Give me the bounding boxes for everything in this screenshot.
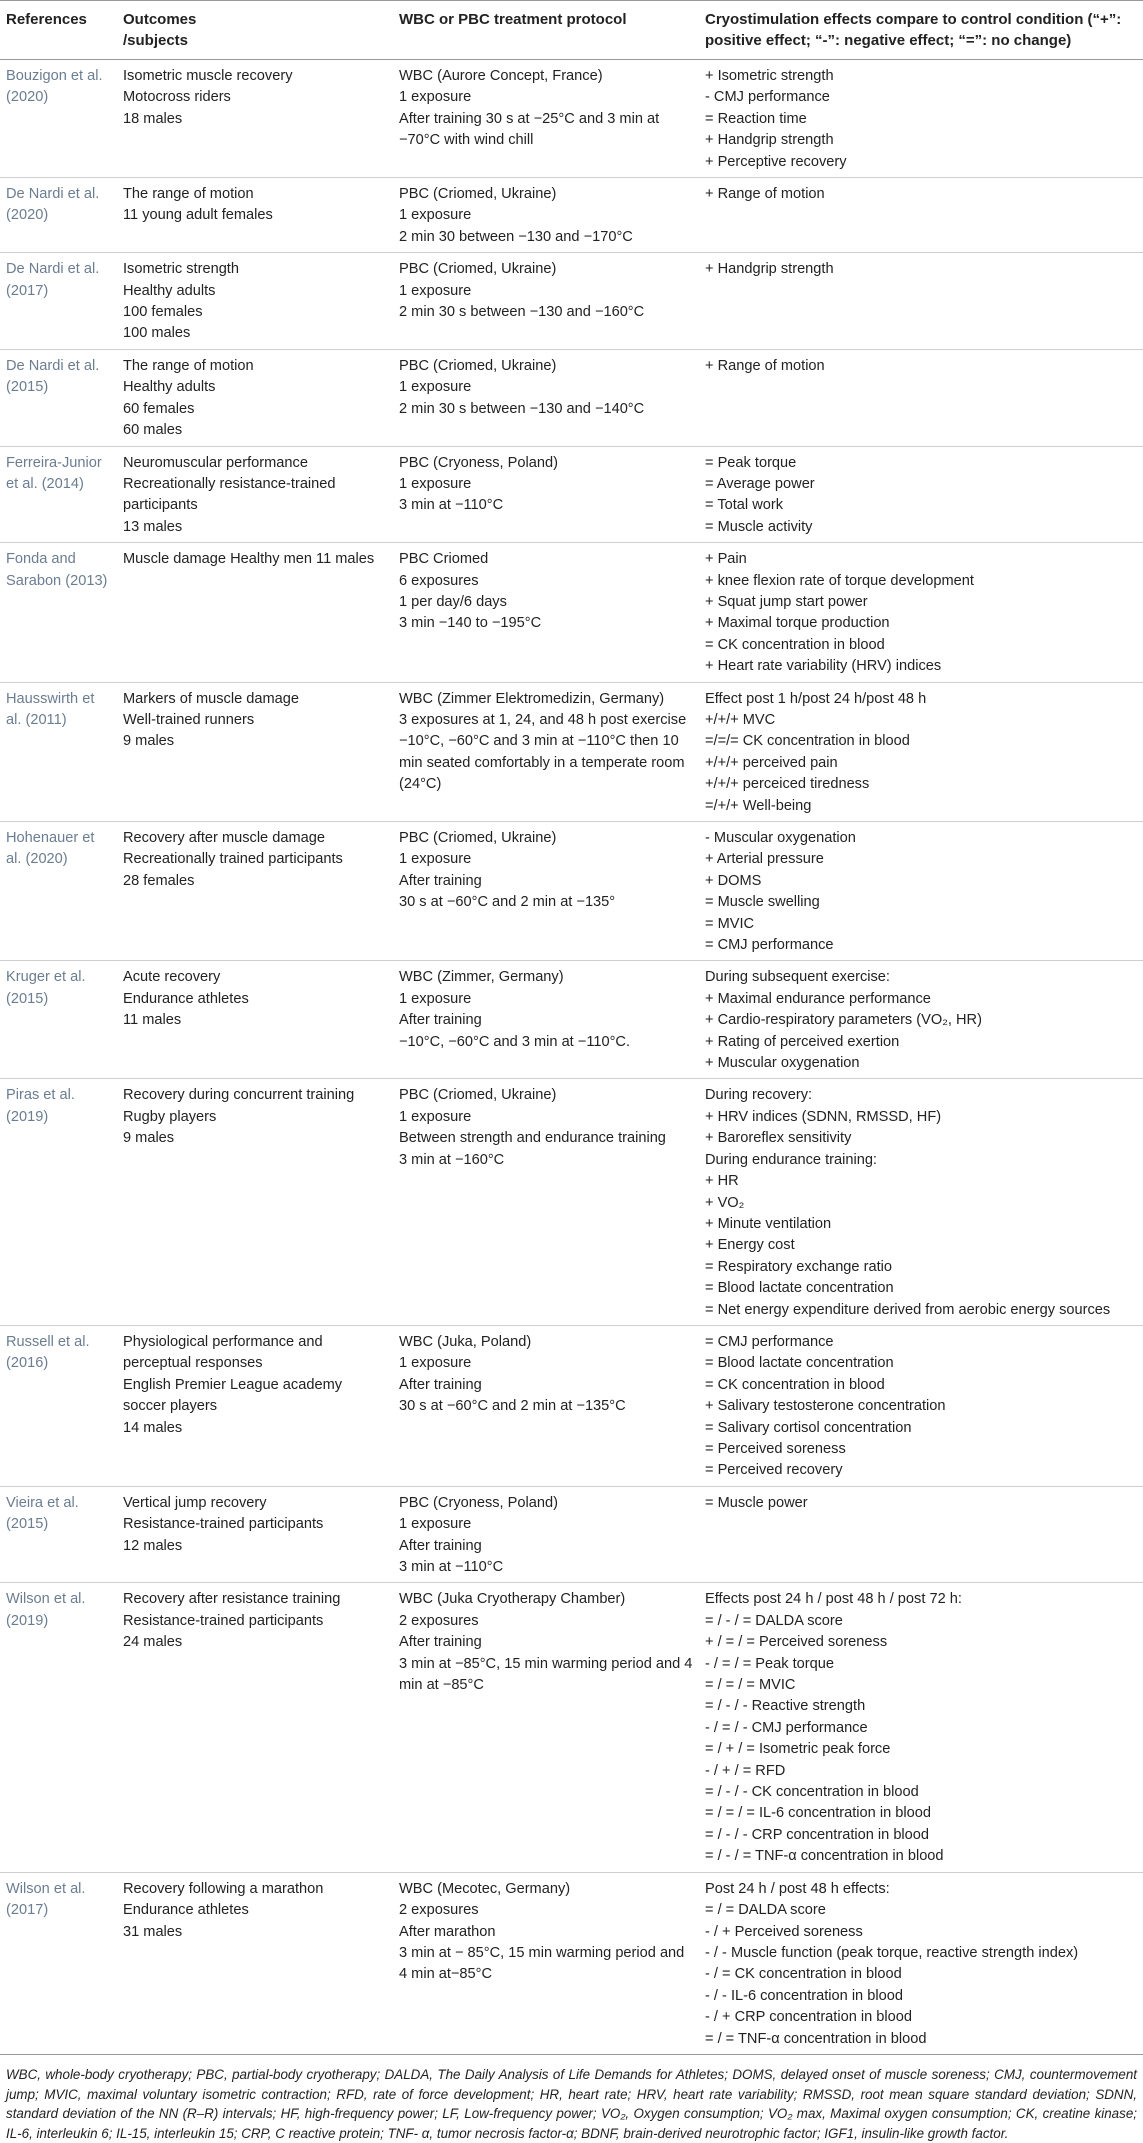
protocol-line: PBC (Criomed, Ukraine)	[399, 1087, 557, 1104]
outcome-line: 9 males	[123, 733, 175, 750]
effect-line: = Peak torque	[705, 454, 797, 471]
effect-line: = / - / = TNF-α concentration in blood	[705, 1848, 944, 1865]
effect-line: - / - IL-6 concentration in blood	[705, 1987, 903, 2004]
effect-line: - / - Muscle function (peak torque, reactive strength index)	[705, 1944, 1079, 1961]
reference-cell: Piras et al. (2019)	[0, 1079, 117, 1325]
protocol-line: WBC (Zimmer, Germany)	[399, 969, 564, 986]
effect-line: Effect post 1 h/post 24 h/post 48 h	[705, 690, 927, 707]
effect-line: = Perceived soreness	[705, 1440, 846, 1457]
protocol-cell	[393, 1583, 699, 1872]
outcome-line: Well-trained runners	[123, 711, 255, 728]
effect-line: = Blood lactate concentration	[705, 1280, 894, 1297]
outcomes-cell	[117, 349, 393, 446]
protocol-cell	[393, 178, 699, 253]
effect-line: + Cardio-respiratory parameters (VO₂, HR)	[705, 1012, 982, 1029]
effects-cell	[699, 1583, 1143, 1872]
effects-cell	[699, 178, 1143, 253]
effects-cell	[699, 1079, 1143, 1325]
protocol-line: 3 min at −110°C	[399, 497, 504, 514]
outcomes-cell	[117, 253, 393, 350]
protocol-line: 3 exposures at 1, 24, and 48 h post exercise	[399, 711, 687, 728]
outcome-line: Isometric strength	[123, 261, 239, 278]
outcome-line: Physiological performance and perceptual responses	[123, 1333, 323, 1372]
effect-line: + Heart rate variability (HRV) indices	[705, 658, 942, 675]
protocol-line: 3 min at −110°C	[399, 1559, 504, 1575]
outcome-line: 100 males	[123, 325, 191, 342]
effect-line: During endurance training:	[705, 1151, 877, 1168]
protocol-line: PBC Criomed	[399, 551, 489, 568]
protocol-line: 6 exposures	[399, 572, 479, 589]
protocol-line: −10°C, −60°C and 3 min at −110°C.	[399, 1033, 631, 1050]
protocol-cell	[393, 543, 699, 682]
effect-line: = / - / = DALDA score	[705, 1612, 843, 1629]
effects-cell	[699, 961, 1143, 1079]
table-row	[0, 682, 1143, 821]
outcomes-cell	[117, 822, 393, 961]
protocol-line: 1 exposure	[399, 1355, 472, 1372]
effect-line: = MVIC	[705, 915, 755, 932]
protocol-cell	[393, 1872, 699, 2054]
effect-line: = / = DALDA score	[705, 1902, 826, 1919]
protocol-line: 1 exposure	[399, 475, 472, 492]
outcome-line: 24 males	[123, 1634, 183, 1651]
protocol-line: 2 min 30 s between −130 and −140°C	[399, 400, 645, 417]
effect-line: = Muscle power	[705, 1494, 808, 1511]
protocol-line: PBC (Criomed, Ukraine)	[399, 357, 557, 374]
protocol-line: PBC (Cryoness, Poland)	[399, 454, 558, 471]
effect-line: = / - / - CRP concentration in blood	[705, 1826, 930, 1843]
effect-line: + Energy cost	[705, 1237, 795, 1254]
outcome-line: Endurance athletes	[123, 990, 249, 1007]
outcome-line: 60 females	[123, 400, 195, 417]
outcome-line: Resistance-trained participants	[123, 1612, 324, 1629]
outcome-line: Recreationally trained participants	[123, 851, 343, 868]
effect-line: - / + / = RFD	[705, 1762, 786, 1779]
outcome-line: Recovery following a marathon	[123, 1880, 324, 1897]
protocol-line: (24°C)	[399, 776, 442, 793]
header-row	[0, 1, 1143, 60]
protocol-line: After training	[399, 1376, 482, 1393]
protocol-line: PBC (Criomed, Ukraine)	[399, 261, 557, 278]
outcomes-cell	[117, 1079, 393, 1325]
effects-cell	[699, 1872, 1143, 2054]
effect-line: Effects post 24 h / post 48 h / post 72 h:	[705, 1591, 962, 1608]
outcome-line: Recovery during concurrent training	[123, 1087, 355, 1104]
effect-line: + Maximal endurance performance	[705, 990, 931, 1007]
effect-line: + Handgrip strength	[705, 132, 834, 149]
protocol-line: WBC (Aurore Concept, France)	[399, 68, 603, 84]
table-body	[0, 60, 1143, 2055]
table-header	[0, 1, 1143, 60]
effect-line: + HRV indices (SDNN, RMSSD, HF)	[705, 1108, 942, 1125]
outcome-line: Recreationally resistance-trained participants	[123, 475, 336, 514]
effects-cell	[699, 349, 1143, 446]
effect-line: + Range of motion	[705, 357, 825, 374]
protocol-cell	[393, 60, 699, 178]
outcome-line: 60 males	[123, 422, 183, 439]
outcome-line: 100 females	[123, 304, 203, 321]
table-row	[0, 1486, 1143, 1583]
table-row	[0, 1583, 1143, 1872]
effect-line: = CK concentration in blood	[705, 1376, 885, 1393]
protocol-line: 1 exposure	[399, 990, 472, 1007]
protocol-line: 3 min at −85°C, 15 min warming period and 4 min at −85°C	[399, 1655, 693, 1694]
effect-line: During subsequent exercise:	[705, 969, 890, 986]
effect-line: + Salivary testosterone concentration	[705, 1398, 946, 1415]
reference-cell: Vieira et al. (2015)	[0, 1486, 117, 1583]
effects-cell	[699, 1486, 1143, 1583]
outcomes-cell	[117, 60, 393, 178]
effect-line: During recovery:	[705, 1087, 813, 1104]
effect-line: + Minute ventilation	[705, 1215, 832, 1232]
protocol-line: Between strength and endurance training	[399, 1130, 666, 1147]
reference-cell: Bouzigon et al. (2020)	[0, 60, 117, 178]
effect-line: = Muscle activity	[705, 518, 813, 535]
outcome-line: Rugby players	[123, 1108, 217, 1125]
reference-cell: Wilson et al. (2017)	[0, 1872, 117, 2054]
protocol-line: 2 exposures	[399, 1902, 479, 1919]
effect-line: + Perceptive recovery	[705, 153, 847, 170]
outcome-line: Endurance athletes	[123, 1902, 249, 1919]
protocol-line: WBC (Juka Cryotherapy Chamber)	[399, 1591, 626, 1608]
effect-line: =/=/= CK concentration in blood	[705, 733, 910, 750]
outcome-line: Markers of muscle damage	[123, 690, 300, 707]
table-footnote: WBC, whole-body cryotherapy; PBC, partial-body cryotherapy; DALDA, The Daily Analysis of Life Demands for Athletes; DOMS, delayed onset of muscle soreness; CMJ, countermovement jump; MVIC, maximal voluntary isometric contraction; RFD, rate of force development; HR, heart rate; HRV, heart rate variability; RMSSD, root mean square standard deviation; SDNN, standard deviation of the NN (R–R) intervals; HF, high-frequency power; LF, Low-frequency power; VO₂, Oxygen consumption; VO₂ max, Maximal oxygen consumption; CK, creatine kinase; IL-6, interleukin 6; IL-15, interleukin 15; CRP, C reactive protein; TNF- α, tumor necrosis factor-α; BDNF, brain-derived neurotrophic factor; IGF1, insulin-like growth factor.	[6, 2066, 1137, 2141]
effects-cell	[699, 543, 1143, 682]
effect-line: = Muscle swelling	[705, 894, 820, 911]
outcome-line: 14 males	[123, 1419, 183, 1436]
protocol-cell	[393, 349, 699, 446]
outcome-line: Recovery after resistance training	[123, 1591, 341, 1608]
outcome-line: Neuromuscular performance	[123, 454, 308, 471]
effect-line: - / = / - CMJ performance	[705, 1719, 868, 1736]
protocol-line: 1 exposure	[399, 851, 472, 868]
protocol-cell	[393, 253, 699, 350]
effect-line: = Respiratory exchange ratio	[705, 1258, 892, 1275]
effects-cell	[699, 682, 1143, 821]
outcomes-cell	[117, 446, 393, 543]
outcome-line: 9 males	[123, 1130, 175, 1147]
protocol-cell	[393, 446, 699, 543]
effects-cell	[699, 60, 1143, 178]
reference-cell: De Nardi et al. (2020)	[0, 178, 117, 253]
effect-line: + Muscular oxygenation	[705, 1055, 860, 1072]
protocol-line: 1 exposure	[399, 379, 472, 396]
outcomes-cell	[117, 1583, 393, 1872]
table-row	[0, 1872, 1143, 2054]
protocol-line: WBC (Mecotec, Germany)	[399, 1880, 571, 1897]
protocol-line: 30 s at −60°C and 2 min at −135°	[399, 894, 616, 911]
reference-cell: Hohenauer et al. (2020)	[0, 822, 117, 961]
outcome-line: Healthy adults	[123, 282, 216, 299]
protocol-line: PBC (Criomed, Ukraine)	[399, 830, 557, 846]
table-row	[0, 822, 1143, 961]
protocol-cell	[393, 1079, 699, 1325]
protocol-line: After training 30 s at −25°C and 3 min at −70°C with wind chill	[399, 110, 660, 149]
effect-line: = / + / = Isometric peak force	[705, 1741, 891, 1758]
outcome-line: 31 males	[123, 1923, 183, 1940]
table-row	[0, 961, 1143, 1079]
effect-line: = Net energy expenditure derived from aerobic energy sources	[705, 1301, 1111, 1318]
reference-cell: De Nardi et al. (2017)	[0, 253, 117, 350]
protocol-line: 1 exposure	[399, 1516, 472, 1533]
effect-line: +/+/+ perceiced tiredness	[705, 776, 870, 793]
protocol-line: 30 s at −60°C and 2 min at −135°C	[399, 1398, 626, 1415]
effect-line: +/+/+ perceived pain	[705, 754, 838, 771]
protocol-cell	[393, 682, 699, 821]
outcomes-cell	[117, 1872, 393, 2054]
effect-line: = / - / - CK concentration in blood	[705, 1784, 919, 1801]
effect-line: = / = TNF-α concentration in blood	[705, 2030, 927, 2047]
effect-line: + Pain	[705, 551, 747, 568]
header-references: References	[0, 1, 117, 60]
outcome-line: English Premier League academy soccer players	[123, 1376, 343, 1415]
effects-cell	[699, 822, 1143, 961]
outcome-line: Acute recovery	[123, 969, 221, 986]
outcomes-cell	[117, 1486, 393, 1583]
outcome-line: 13 males	[123, 518, 183, 535]
effect-line: +/+/+ MVC	[705, 711, 776, 728]
table-row	[0, 60, 1143, 178]
effect-line: = Average power	[705, 475, 815, 492]
header-protocol: WBC or PBC treatment protocol	[393, 1, 699, 60]
outcome-line: Recovery after muscle damage	[123, 830, 325, 846]
effect-line: = Total work	[705, 497, 784, 514]
reference-cell: Ferreira-Junior et al. (2014)	[0, 446, 117, 543]
outcomes-cell	[117, 178, 393, 253]
protocol-line: After training	[399, 1634, 482, 1651]
outcome-line: Healthy adults	[123, 379, 216, 396]
outcomes-cell	[117, 1325, 393, 1486]
protocol-line: 3 min at − 85°C, 15 min warming period and 4 min at−85°C	[399, 1944, 685, 1983]
effect-line: = / = / = IL-6 concentration in blood	[705, 1805, 931, 1822]
table-row	[0, 543, 1143, 682]
effect-line: + Maximal torque production	[705, 615, 890, 632]
table-row	[0, 1079, 1143, 1325]
outcome-line: 11 males	[123, 1012, 182, 1029]
outcome-line: Muscle damage Healthy men 11 males	[123, 551, 375, 568]
effect-line: = CK concentration in blood	[705, 636, 885, 653]
effect-line: =/+/+ Well-being	[705, 797, 812, 814]
protocol-line: −10°C, −60°C and 3 min at −110°C then 10 min seated comfortably in a temperate room	[399, 733, 685, 771]
effect-line: = CMJ performance	[705, 1333, 834, 1350]
effect-line: - / = CK concentration in blood	[705, 1966, 902, 1983]
reference-cell: Kruger et al. (2015)	[0, 961, 117, 1079]
table-row	[0, 1325, 1143, 1486]
outcome-line: 12 males	[123, 1537, 183, 1554]
effect-line: - / = / = Peak torque	[705, 1655, 834, 1672]
outcome-line: 18 males	[123, 110, 183, 127]
effect-line: = CMJ performance	[705, 937, 834, 954]
effects-cell	[699, 253, 1143, 350]
protocol-line: 3 min −140 to −195°C	[399, 615, 542, 632]
effect-line: = / - / - Reactive strength	[705, 1698, 866, 1715]
reference-cell: Fonda and Sarabon (2013)	[0, 543, 117, 682]
protocol-cell	[393, 1325, 699, 1486]
effect-line: + Handgrip strength	[705, 261, 834, 278]
protocol-line: 1 exposure	[399, 89, 472, 106]
outcome-line: Resistance-trained participants	[123, 1516, 324, 1533]
protocol-line: After training	[399, 1537, 482, 1554]
effect-line: + Rating of perceived exertion	[705, 1033, 900, 1050]
protocol-line: 2 min 30 between −130 and −170°C	[399, 228, 633, 245]
outcome-line: Vertical jump recovery	[123, 1494, 267, 1511]
reference-cell: De Nardi et al. (2015)	[0, 349, 117, 446]
effect-line: = Blood lactate concentration	[705, 1355, 894, 1372]
protocol-line: WBC (Juka, Poland)	[399, 1333, 532, 1350]
protocol-line: PBC (Criomed, Ukraine)	[399, 186, 557, 203]
outcome-line: The range of motion	[123, 186, 254, 203]
protocol-line: 1 exposure	[399, 1108, 472, 1125]
table-row	[0, 253, 1143, 350]
outcome-line: Isometric muscle recovery	[123, 68, 293, 84]
effect-line: - CMJ performance	[705, 89, 830, 106]
reference-cell: Hausswirth et al. (2011)	[0, 682, 117, 821]
header-effects: Cryostimulation effects compare to control condition (“+”: positive effect; “-”: negative effect; “=”: no change)	[699, 1, 1143, 60]
effect-line: + DOMS	[705, 872, 762, 889]
protocol-line: After training	[399, 872, 482, 889]
effect-line: + Baroreflex sensitivity	[705, 1130, 852, 1147]
table-row	[0, 446, 1143, 543]
protocol-line: WBC (Zimmer Elektromedizin, Germany)	[399, 690, 665, 707]
protocol-line: After training	[399, 1012, 482, 1029]
outcomes-cell	[117, 543, 393, 682]
table-row	[0, 178, 1143, 253]
protocol-line: 1 exposure	[399, 282, 472, 299]
effect-line: + knee flexion rate of torque development	[705, 572, 974, 589]
protocol-line: 1 per day/6 days	[399, 593, 507, 610]
outcome-line: The range of motion	[123, 357, 254, 374]
effect-line: + HR	[705, 1173, 739, 1190]
outcome-line: 28 females	[123, 872, 195, 889]
protocol-cell	[393, 961, 699, 1079]
reference-cell: Russell et al. (2016)	[0, 1325, 117, 1486]
table-row	[0, 349, 1143, 446]
effect-line: + Squat jump start power	[705, 593, 868, 610]
effect-line: - / + Perceived soreness	[705, 1923, 863, 1940]
effect-line: = / = / = MVIC	[705, 1677, 796, 1694]
effect-line: + Range of motion	[705, 186, 825, 203]
effect-line: Post 24 h / post 48 h effects:	[705, 1880, 890, 1897]
effect-line: - / + CRP concentration in blood	[705, 2009, 912, 2026]
outcome-line: 11 young adult females	[123, 207, 273, 224]
outcomes-cell	[117, 961, 393, 1079]
protocol-line: 3 min at −160°C	[399, 1151, 505, 1168]
protocol-line: 2 exposures	[399, 1612, 479, 1629]
protocol-line: 2 min 30 s between −130 and −160°C	[399, 304, 645, 321]
reference-cell: Wilson et al. (2019)	[0, 1583, 117, 1872]
effect-line: - Muscular oxygenation	[705, 830, 856, 846]
protocol-line: 1 exposure	[399, 207, 472, 224]
protocol-line: After marathon	[399, 1923, 496, 1940]
effects-cell	[699, 446, 1143, 543]
header-outcomes: Outcomes /subjects	[117, 1, 393, 60]
outcomes-cell	[117, 682, 393, 821]
protocol-cell	[393, 1486, 699, 1583]
protocol-line: PBC (Cryoness, Poland)	[399, 1494, 558, 1511]
effects-cell	[699, 1325, 1143, 1486]
protocol-cell	[393, 822, 699, 961]
outcome-line: Motocross riders	[123, 89, 231, 106]
effect-line: + Isometric strength	[705, 68, 834, 84]
effect-line: + / = / = Perceived soreness	[705, 1634, 888, 1651]
effect-line: = Perceived recovery	[705, 1462, 843, 1479]
effect-line: + Arterial pressure	[705, 851, 824, 868]
effect-line: = Salivary cortisol concentration	[705, 1419, 912, 1436]
effect-line: + VO₂	[705, 1194, 745, 1211]
effect-line: = Reaction time	[705, 110, 807, 127]
